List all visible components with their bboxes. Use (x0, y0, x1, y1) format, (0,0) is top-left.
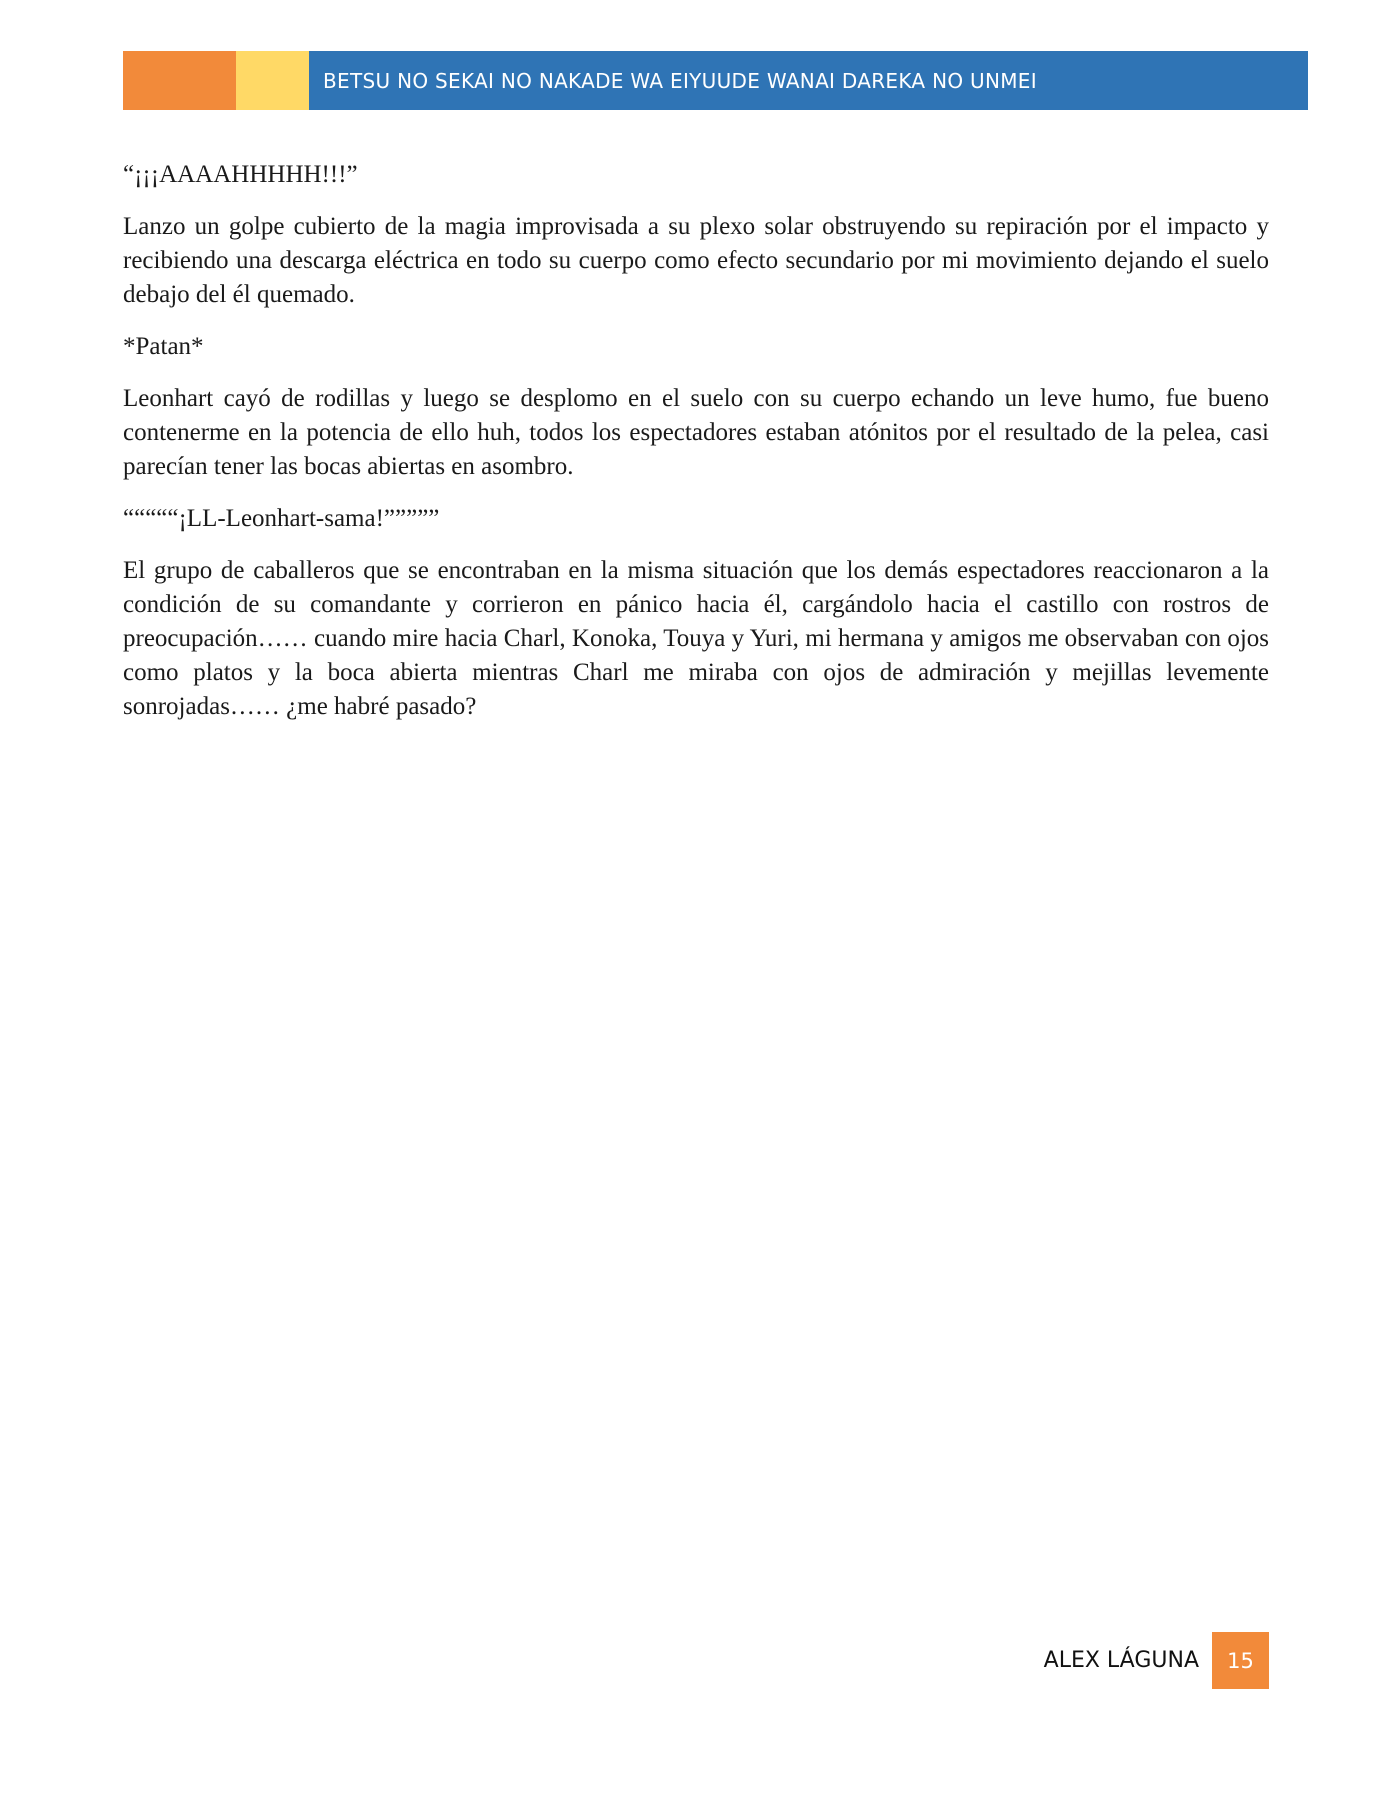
body-text (123, 158, 1269, 742)
header-title: BETSU NO SEKAI NO NAKADE WA EIYUUDE WANAI DAREKA NO UNMEI (323, 68, 1037, 93)
header-orange-block (123, 51, 236, 110)
paragraph-punch: Lanzo un golpe cubierto de la magia improvisada a su plexo solar obstruyendo su repiración por el impacto y recibiendo una descarga eléctrica en todo su cuerpo como efecto secundario por mi movimiento dejando el suelo debajo del él quemado. (123, 213, 1269, 308)
paragraph-scream: “¡¡¡AAAAHHHHH!!!” (123, 161, 358, 188)
header-title-bar (309, 51, 1308, 110)
paragraph-knights-shout: “““““¡LL-Leonhart-sama!””””” (123, 505, 440, 532)
footer-author: ALEX LÁGUNA (1043, 1648, 1199, 1673)
page-header (123, 51, 1308, 110)
page-number-badge: 15 (1212, 1632, 1269, 1689)
paragraph-leonhart-falls: Leonhart cayó de rodillas y luego se desplomo en el suelo con su cuerpo echando un leve humo, fue bueno contenerme en la potencia de ello huh, todos los espectadores estaban atónitos por el resultado de la pelea, casi parecían tener las bocas abiertas en asombro. (123, 385, 1269, 480)
paragraph-knights-react: El grupo de caballeros que se encontraban en la misma situación que los demás espectadores reaccionaron a la condición de su comandante y corrieron en pánico hacia él, cargándolo hacia el castillo con rostros de preocupación…… cuando mire hacia Charl, Konoka, Touya y Yuri, mi hermana y amigos me observaban con ojos como platos y la boca abierta mientras Charl me miraba con ojos de admiración y mejillas levemente sonrojadas…… ¿me habré pasado? (123, 557, 1269, 720)
paragraph-sound-effect: *Patan* (123, 333, 204, 360)
page-footer (1040, 1632, 1269, 1689)
header-yellow-block (236, 51, 309, 110)
